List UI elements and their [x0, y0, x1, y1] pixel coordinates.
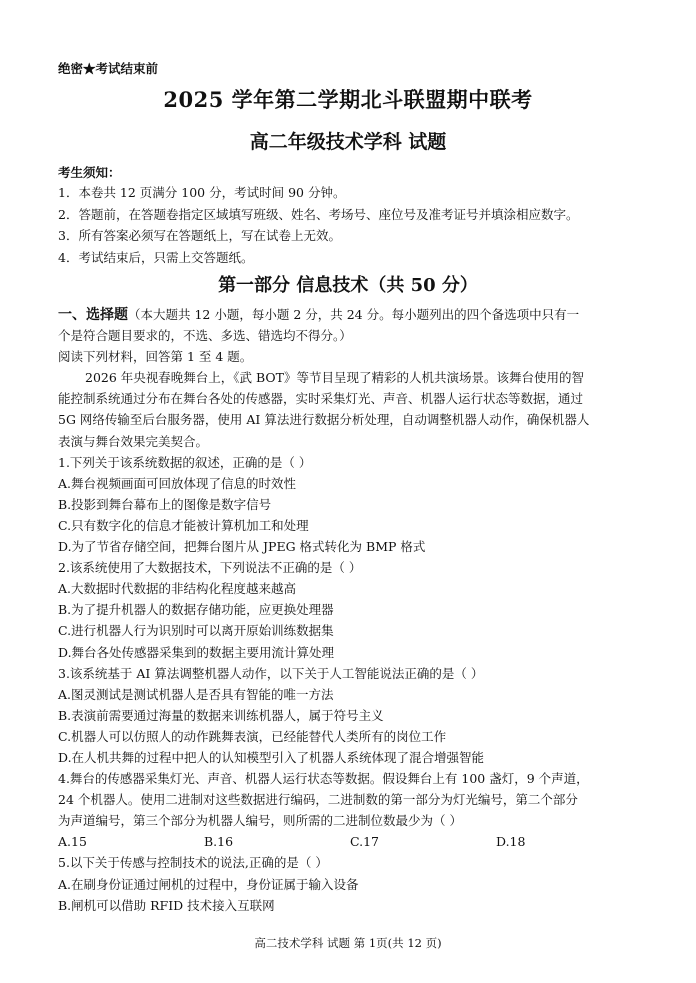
exam-title: 2025 学年第二学期北斗联盟期中联考 [163, 87, 533, 112]
reading-line: 能控制系统通过分布在舞台各处的传感器，实时采集灯光、声音、机器人运行状态等数据，通过 [58, 391, 584, 407]
notes-heading: 考生须知： [58, 165, 121, 180]
question-4-option-c: C.17 [350, 834, 379, 850]
question-4-options [58, 831, 642, 852]
question-3-option-a: A.图灵测试是测试机器人是否具有智能的唯一方法 [58, 686, 334, 702]
question-1-option-d: D.为了节省存储空间，把舞台图片从 JPEG 格式转化为 BMP 格式 [58, 539, 426, 555]
question-1-option-b: B.投影到舞台幕布上的图像是数字信号 [58, 496, 272, 512]
question-4-stem: 4.舞台的传感器采集灯光、声音、机器人运行状态等数据。假设舞台上有 100 盏灯，9 个声道， [58, 771, 589, 787]
section-header [58, 304, 642, 325]
reading-line: 表演与舞台效果完美契合。 [58, 433, 209, 449]
question-3-option-d: D.在人机共舞的过程中把人的认知模型引入了机器人系统体现了混合增强智能 [58, 749, 485, 765]
question-2-option-b: B.为了提升机器人的数据存储功能，应更换处理器 [58, 602, 334, 618]
question-2-option-d: D.舞台各处传感器采集到的数据主要用流计算处理 [58, 644, 335, 660]
question-2-option-c: C.进行机器人行为识别时可以离开原始训练数据集 [58, 623, 334, 639]
question-3-stem: 3.该系统基于 AI 算法调整机器人动作，以下关于人工智能说法正确的是（ ） [58, 665, 484, 681]
question-3-option-c: C.机器人可以仿照人的动作跳舞表演，已经能替代人类所有的岗位工作 [58, 728, 447, 744]
question-body [58, 304, 642, 916]
note-item: 2．答题前，在答题卷指定区域填写班级、姓名、考场号、座位号及准考证号并填涂相应数字。 [58, 206, 579, 222]
question-1-option-a: A.舞台视频画面可回放体现了信息的时效性 [58, 475, 297, 491]
question-2-option-a: A.大数据时代数据的非结构化程度越来越高 [58, 581, 297, 597]
question-4-option-a: A.15 [58, 834, 87, 850]
notes-list [58, 182, 578, 268]
reading-line: 5G 网络传输至后台服务器，使用 AI 算法进行数据分析处理，自动调整机器人动作，确保机器人 [58, 412, 590, 428]
question-4-option-d: D.18 [496, 834, 526, 850]
reading-intro: 阅读下列材料，回答第 1 至 4 题。 [58, 349, 253, 365]
note-item: 4．考试结束后，只需上交答题纸。 [58, 249, 254, 265]
question-5-stem: 5.以下关于传感与控制技术的说法,正确的是（ ） [58, 855, 328, 871]
page-footer: 高二技术学科 试题 第 1页(共 12 页) [254, 936, 442, 950]
section-desc: （本大题共 12 小题，每小题 2 分，共 24 分。每小题列出的四个备选项中只有一 [128, 307, 580, 322]
question-4-stem-cont: 为声道编号，第三个部分为机器人编号，则所需的二进制位数最少为（ ） [58, 813, 462, 829]
question-2-stem: 2.该系统使用了大数据技术，下列说法不正确的是（ ） [58, 560, 362, 576]
part-title: 第一部分 信息技术（共 50 分） [218, 275, 478, 296]
question-1-stem: 1.下列关于该系统数据的叙述，正确的是（ ） [58, 454, 312, 470]
question-4-stem-cont: 24 个机器人。使用二进制对这些数据进行编码，二进制数的第一部分为灯光编号，第二个部分 [58, 792, 578, 808]
question-1-option-c: C.只有数字化的信息才能被计算机加工和处理 [58, 517, 309, 533]
question-5-option-b: B.闸机可以借助 RFID 技术接入互联网 [58, 897, 275, 913]
question-3-option-b: B.表演前需要通过海量的数据来训练机器人，属于符号主义 [58, 707, 384, 723]
exam-subtitle: 高二年级技术学科 试题 [249, 131, 447, 153]
section-label: 一、选择题 [58, 307, 128, 323]
reading-line: 2026 年央视春晚舞台上，《武 BOT》等节目呈现了精彩的人机共演场景。该舞台使用的智 [85, 370, 585, 386]
section-desc-cont: 个是符合题目要求的，不选、多选、错选均不得分。） [58, 328, 352, 344]
question-4-option-b: B.16 [204, 834, 234, 850]
note-item: 3．所有答案必须写在答题纸上，写在试卷上无效。 [58, 228, 341, 243]
secret-mark: 绝密★考试结束前 [58, 61, 159, 76]
question-5-option-a: A.在刷身份证通过闸机的过程中，身份证属于输入设备 [58, 876, 359, 892]
note-item: 1．本卷共 12 页满分 100 分，考试时间 90 分钟。 [58, 185, 346, 200]
